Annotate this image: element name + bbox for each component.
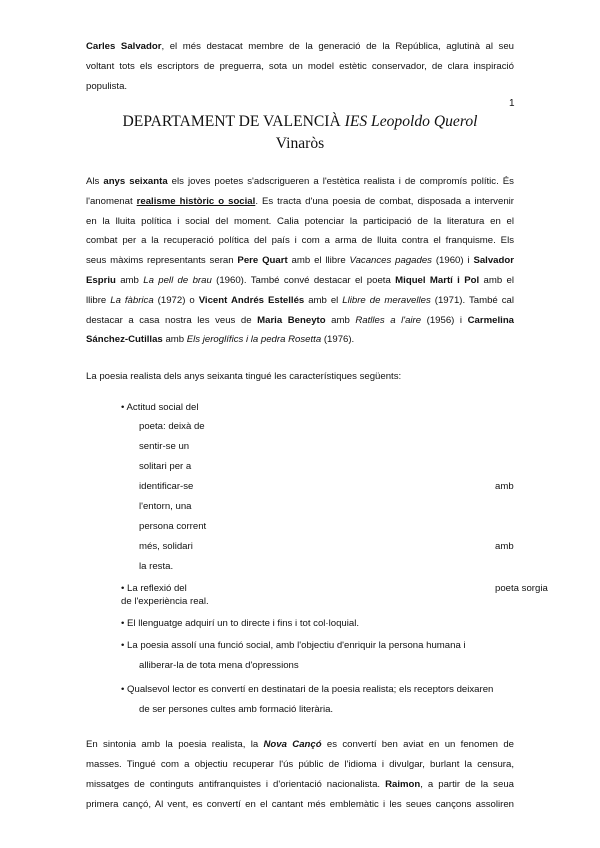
p1-line: llibre La fàbrica (1972) o Vicent Andrés Estellés amb el Llibre de meravelles (1971). També cal [86, 294, 514, 306]
page-number: 1 [509, 98, 515, 109]
bullet-line: amb [495, 481, 514, 492]
bullet-social-attitude: • Actitud social del [121, 402, 199, 413]
intro-paragraph [86, 37, 514, 97]
bullet-line: amb [495, 541, 514, 552]
school-town: Vinaròs [275, 135, 325, 152]
characteristics-lead: La poesia realista dels anys seixanta tingué les característiques següents: [86, 371, 402, 382]
bullet-line: poeta sorgia [495, 583, 548, 594]
p2-line: primera cançó, Al vent, es convertí en el cantant més emblemàtic i les seues cançons assoliren [86, 799, 514, 810]
department-header: DEPARTAMENT DE VALENCIÀ IES Leopoldo Querol [122, 113, 478, 130]
intro-line-3: populista. [86, 81, 128, 92]
author-name: Carles Salvador [86, 41, 162, 52]
nova-canco-paragraph [86, 735, 514, 815]
bullet-reflection: • La reflexió del [121, 583, 187, 594]
bullet-language: • El llenguatge adquirí un to directe i fins i tot col·loquial. [121, 618, 360, 629]
p2-line: masses. Tingué com a objectiu recuperar l'ús públic de l'idioma i divulgar, burlant la censura, [86, 759, 514, 770]
bullet-line: la resta. [139, 561, 174, 572]
intro-line-2: voltant tots els escriptors de preguerra, sota un model estètic conservador, de clara inspiració [86, 61, 514, 72]
bullet-line: de ser persones cultes amb formació literària. [139, 704, 334, 715]
p2-line: En sintonia amb la poesia realista, la Nova Cançó es convertí ben aviat en un fenomen de [86, 739, 515, 750]
bullet-social-function: • La poesia assolí una funció social, amb l'objectiu d'enriquir la persona humana i [121, 640, 466, 651]
bullet-reader: • Qualsevol lector es convertí en destinatari de la poesia realista; els receptors deixaren [121, 684, 494, 695]
p1-line: Als anys seixanta els joves poetes s'adscrigueren a l'estètica realista i de compromís polític. És [86, 176, 514, 187]
bullet-line: solitari per a [139, 461, 192, 472]
intro-line-1: Carles Salvador, el més destacat membre de la generació de la República, aglutinà al seu [86, 41, 514, 52]
p1-line: l'anomenat realisme històric o social. Es tracta d'una poesia de combat, disposada a intervenir [86, 195, 514, 207]
bullet-line: alliberar-la de tota mena d'opressions [139, 660, 299, 671]
bullet-line: identificar-se [139, 481, 194, 492]
realism-paragraph [86, 172, 514, 350]
p1-line: seus màxims representants seran Pere Quart amb el llibre Vacances pagades (1960) i Salvador [86, 255, 514, 267]
bullet-line: més, solidari [139, 541, 193, 552]
p2-line: missatges de continguts antifranquistes i d'orientació nacionalista. Raimon, a partir de la seua [86, 779, 514, 790]
p1-line: Sánchez-Cutillas amb Els jeroglífics i la pedra Rosetta (1976). [86, 334, 355, 346]
bullet-line: l'entorn, una [139, 501, 192, 512]
bullet-line: de l'experiència real. [121, 596, 209, 607]
p1-line: Espriu amb La pell de brau (1960). També convé destacar el poeta Miquel Martí i Pol amb el [86, 274, 514, 286]
bullet-line: sentir-se un [139, 441, 190, 452]
p1-line: en la lluita política i social del moment. Calia potenciar la participació de la literatura en el [86, 215, 514, 227]
realism-term: realisme històric o social [136, 195, 256, 207]
bullet-line: poeta: deixà de [139, 421, 205, 432]
p1-line: destacar a casa nostra les veus de Maria Beneyto amb Ratlles a l'aire (1956) i Carmelina [86, 314, 515, 326]
p1-line: combat per a la recuperació política del país i com a arma de lluita contra el franquisme. Els [86, 235, 514, 247]
bullet-line: persona corrent [139, 521, 207, 532]
